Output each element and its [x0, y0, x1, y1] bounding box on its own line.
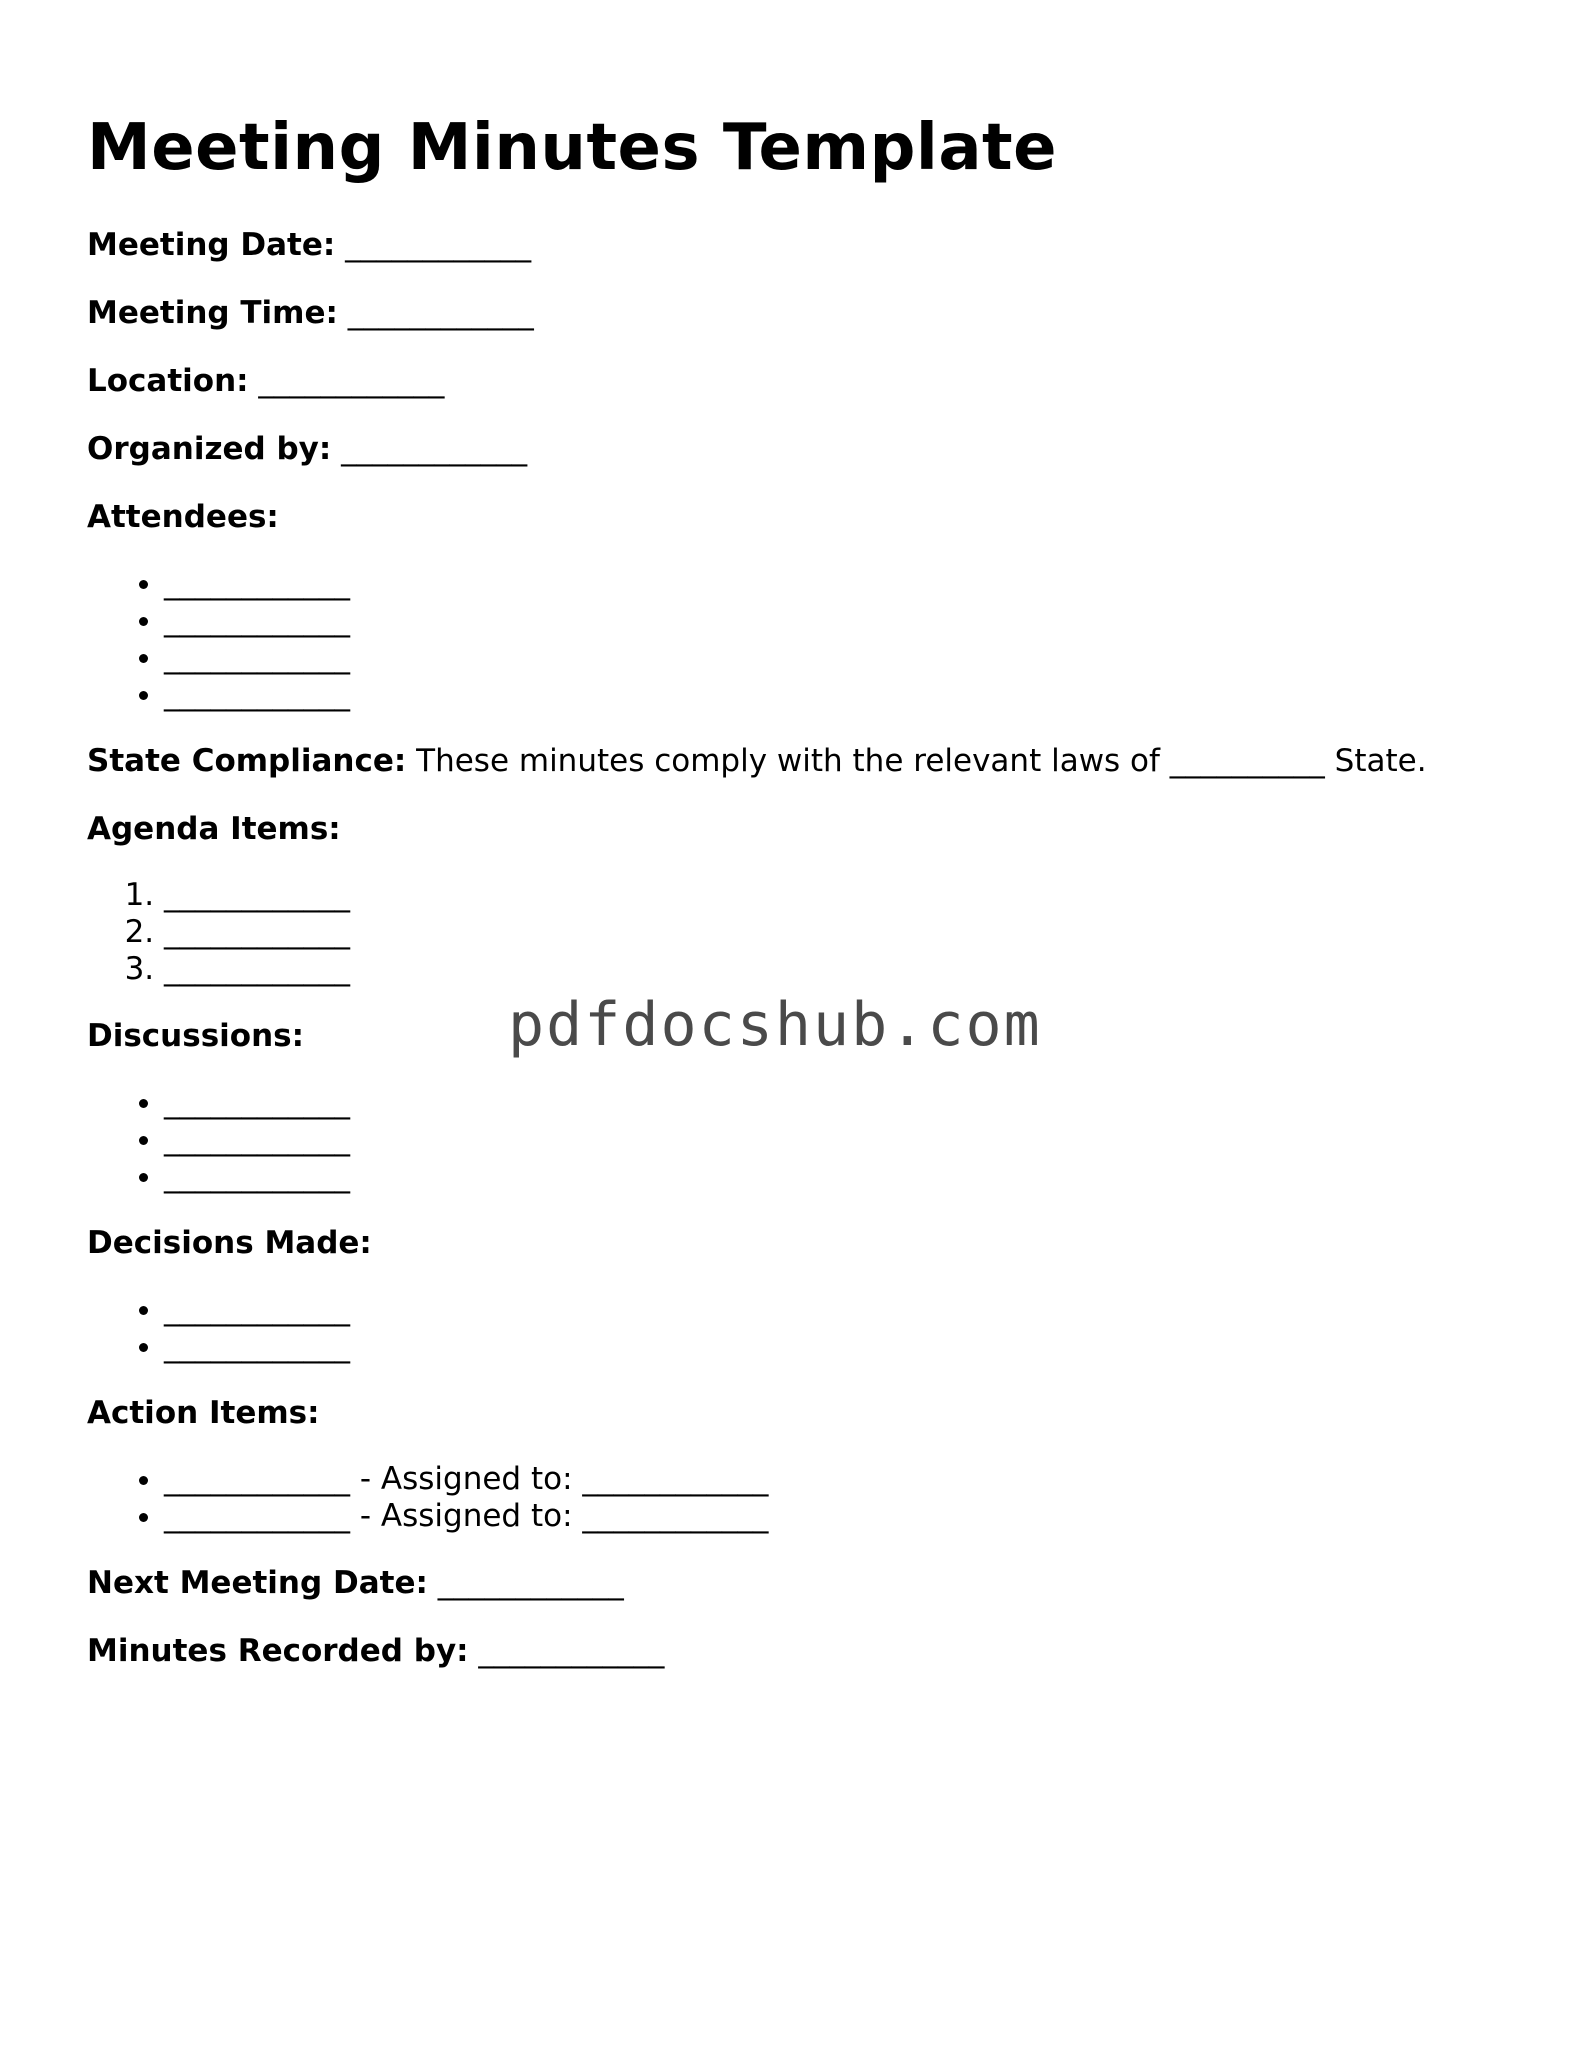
- discussions-heading: Discussions:: [87, 1018, 304, 1054]
- meeting-time-blank[interactable]: ____________: [347, 295, 534, 331]
- meeting-time-label: Meeting Time:: [87, 295, 338, 331]
- next-meeting-date-field: [87, 1563, 1507, 1603]
- assigned-to-label: - Assigned to:: [359, 1498, 573, 1534]
- document-page: [87, 108, 1507, 1699]
- page-title: Meeting Minutes Template: [87, 111, 1057, 185]
- state-compliance-field: [87, 741, 1507, 781]
- state-compliance-label: State Compliance:: [87, 743, 407, 779]
- meeting-time-field: [87, 293, 1507, 333]
- decision-item[interactable]: • ____________: [164, 1291, 1507, 1328]
- minutes-recorded-by-field: [87, 1631, 1507, 1671]
- attendee-item[interactable]: • ____________: [164, 676, 1507, 713]
- agenda-item[interactable]: 3. ____________: [164, 951, 1507, 988]
- location-field: [87, 361, 1507, 401]
- agenda-item[interactable]: 2. ____________: [164, 914, 1507, 951]
- organized-by-blank[interactable]: ____________: [341, 431, 528, 467]
- minutes-recorded-by-label: Minutes Recorded by:: [87, 1633, 469, 1669]
- attendee-item[interactable]: • ____________: [164, 565, 1507, 602]
- decision-item[interactable]: • ____________: [164, 1328, 1507, 1365]
- agenda-items-list: [87, 877, 1507, 988]
- attendee-item[interactable]: • ____________: [164, 602, 1507, 639]
- assigned-to-label: - Assigned to:: [359, 1461, 573, 1497]
- meeting-date-label: Meeting Date:: [87, 227, 336, 263]
- decisions-made-heading: Decisions Made:: [87, 1225, 372, 1261]
- action-item-assignee-blank[interactable]: ____________: [582, 1498, 769, 1534]
- location-blank[interactable]: ____________: [258, 363, 445, 399]
- action-items-list: [87, 1461, 1507, 1535]
- action-item-assignee-blank[interactable]: ____________: [582, 1461, 769, 1497]
- action-item-task-blank[interactable]: ____________: [164, 1498, 350, 1534]
- next-meeting-date-blank[interactable]: ____________: [437, 1565, 624, 1601]
- action-item: [164, 1498, 1507, 1535]
- attendees-heading: Attendees:: [87, 499, 279, 535]
- state-compliance-blank[interactable]: __________: [1169, 743, 1325, 779]
- discussion-item[interactable]: • ____________: [164, 1158, 1507, 1195]
- action-item-task-blank[interactable]: ____________: [164, 1461, 350, 1497]
- attendee-item[interactable]: • ____________: [164, 639, 1507, 676]
- discussion-item[interactable]: • ____________: [164, 1084, 1507, 1121]
- next-meeting-date-label: Next Meeting Date:: [87, 1565, 428, 1601]
- meeting-date-blank[interactable]: ____________: [345, 227, 532, 263]
- discussion-item[interactable]: • ____________: [164, 1121, 1507, 1158]
- attendees-list: [87, 565, 1507, 713]
- minutes-recorded-by-blank[interactable]: ____________: [478, 1633, 665, 1669]
- state-compliance-text: These minutes comply with the relevant laws of: [416, 743, 1160, 779]
- organized-by-label: Organized by:: [87, 431, 332, 467]
- location-label: Location:: [87, 363, 249, 399]
- agenda-items-heading: Agenda Items:: [87, 811, 341, 847]
- action-item: [164, 1461, 1507, 1498]
- watermark: pdfdocshub.com: [508, 990, 1042, 1060]
- decisions-list: [87, 1291, 1507, 1365]
- organized-by-field: [87, 429, 1507, 469]
- state-compliance-suffix: State.: [1334, 743, 1427, 779]
- discussions-list: [87, 1084, 1507, 1195]
- agenda-item[interactable]: 1. ____________: [164, 877, 1507, 914]
- meeting-date-field: [87, 225, 1507, 265]
- action-items-heading: Action Items:: [87, 1395, 320, 1431]
